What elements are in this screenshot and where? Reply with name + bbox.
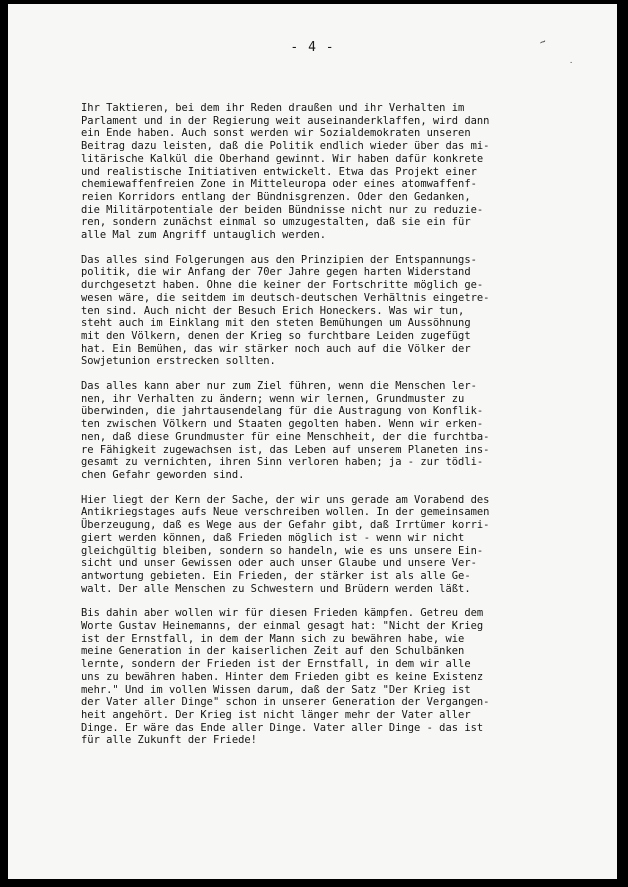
text-line: chemiewaffenfreien Zone in Mitteleuropa oder eines atomwaffenf-: [81, 178, 477, 191]
text-line: Sowjetunion erstrecken sollten.: [81, 355, 276, 368]
scan-mark: ·: [569, 59, 574, 67]
text-line: Antikriegstages aufs Neue verschreiben wollen. In der gemeinsamen: [81, 506, 490, 519]
text-line: Parlament und in der Regierung weit auseinanderklaffen, wird dann: [81, 114, 490, 127]
text-line: uns zu bewähren haben. Hinter dem Frieden gibt es keine Existenz: [81, 670, 484, 683]
paragraph: [81, 254, 531, 368]
text-line: Ihr Taktieren, bei dem ihr Reden draußen und ihr Verhalten im: [81, 102, 465, 114]
text-line: ein Ende haben. Auch sonst werden wir Sozialdemokraten unseren: [81, 127, 471, 140]
page-number: - 4 -: [290, 40, 335, 55]
text-line: Überzeugung, daß es Wege aus der Gefahr gibt, daß Irrtümer korri-: [81, 519, 490, 532]
paragraph: [81, 380, 531, 482]
text-line: lernte, sondern der Frieden ist der Ernstfall, in dem wir alle: [81, 658, 471, 671]
text-line: giert werden können, daß Frieden möglich ist - wenn wir nicht: [81, 531, 465, 544]
text-line: antwortung gebieten. Ein Frieden, der stärker ist als alle Ge-: [81, 569, 471, 582]
text-line: Bis dahin aber wollen wir für diesen Frieden kämpfen. Getreu dem: [81, 607, 484, 620]
text-line: und realistische Initiativen entwickelt. Etwa das Projekt einer: [81, 165, 477, 178]
text-line: Das alles sind Folgerungen aus den Prinzipien der Entspannungs-: [81, 253, 477, 266]
text-line: die Militärpotentiale der beiden Bündnisse nicht nur zu reduzie-: [81, 203, 484, 216]
text-line: wesen wäre, die seitdem im deutsch-deutschen Verhältnis eingetre-: [81, 291, 490, 304]
text-line: walt. Der alle Menschen zu Schwestern und Brüdern werden läßt.: [81, 582, 471, 595]
text-line: politik, die wir Anfang der 70er Jahre gegen harten Widerstand: [81, 266, 471, 279]
text-line: der Vater aller Dinge" schon in unserer Generation der Vergangen-: [81, 696, 490, 709]
text-line: nen, daß diese Grundmuster für eine Menschheit, der die furchtba-: [81, 430, 490, 443]
text-line: meine Generation in der kaiserlichen Zeit auf den Schulbänken: [81, 645, 465, 658]
text-line: re Fähigkeit zugewachsen ist, das Leben auf unserem Planeten ins-: [81, 443, 490, 456]
text-line: Das alles kann aber nur zum Ziel führen, wenn die Menschen ler-: [81, 380, 477, 393]
text-line: steht auch im Einklang mit den steten Bemühungen um Aussöhnung: [81, 317, 471, 330]
text-line: hat. Ein Bemühen, das wir stärker noch auch auf die Völker der: [81, 342, 471, 355]
text-line: gleichgültig bleiben, sondern so handeln, wie es uns unsere Ein-: [81, 544, 484, 557]
text-line: alle Mal zum Angriff untauglich werden.: [81, 229, 327, 242]
text-line: ren, sondern zunächst einmal so umzugestalten, daß sie ein für: [81, 216, 471, 229]
paragraph: [81, 494, 531, 596]
text-line: Beitrag dazu leisten, daß die Politik endlich wieder über das mi-: [81, 140, 490, 153]
text-line: Worte Gustav Heinemanns, der einmal gesagt hat: "Nicht der Krieg: [81, 620, 484, 633]
text-line: überwinden, die jahrtausendelang für die Austragung von Konflik-: [81, 405, 484, 418]
text-line: litärische Kalkül die Oberhand gewinnt. Wir haben dafür konkrete: [81, 152, 484, 165]
text-line: ten sind. Auch nicht der Besuch Erich Honeckers. Was wir tun,: [81, 304, 465, 317]
text-line: mit den Völkern, denen der Krieg so furchtbare Leiden zugefügt: [81, 329, 471, 342]
scan-mark: ~: [537, 36, 549, 49]
text-line: gesamt zu vernichten, ihren Sinn verloren haben; ja - zur tödli-: [81, 456, 484, 469]
paragraph: [81, 102, 531, 242]
text-line: Hier liegt der Kern der Sache, der wir uns gerade am Vorabend des: [81, 493, 490, 506]
text-line: durchgesetzt haben. Ohne die keiner der Fortschritte möglich ge-: [81, 279, 484, 292]
text-line: chen Gefahr geworden sind.: [81, 468, 245, 481]
text-line: reien Korridors entlang der Bündnisgrenzen. Oder den Gedanken,: [81, 190, 471, 203]
text-line: nen, ihr Verhalten zu ändern; wenn wir lernen, Grundmuster zu: [81, 392, 465, 405]
document-page: [8, 4, 617, 879]
text-line: für alle Zukunft der Friede!: [81, 734, 257, 747]
text-line: ist der Ernstfall, in dem der Mann sich zu bewähren habe, wie: [81, 632, 465, 645]
text-line: mehr." Und im vollen Wissen darum, daß der Satz "Der Krieg ist: [81, 683, 471, 696]
text-line: Dinge. Er wäre das Ende aller Dinge. Vater aller Dinge - das ist: [81, 721, 484, 734]
text-line: ten zwischen Völkern und Staaten gegolten haben. Wenn wir erken-: [81, 418, 484, 431]
text-line: heit angehört. Der Krieg ist nicht länger mehr der Vater aller: [81, 708, 471, 721]
body-text: [81, 102, 531, 759]
text-line: sicht und unser Gewissen oder auch unser Glaube und unsere Ver-: [81, 557, 477, 570]
paragraph: [81, 607, 531, 747]
